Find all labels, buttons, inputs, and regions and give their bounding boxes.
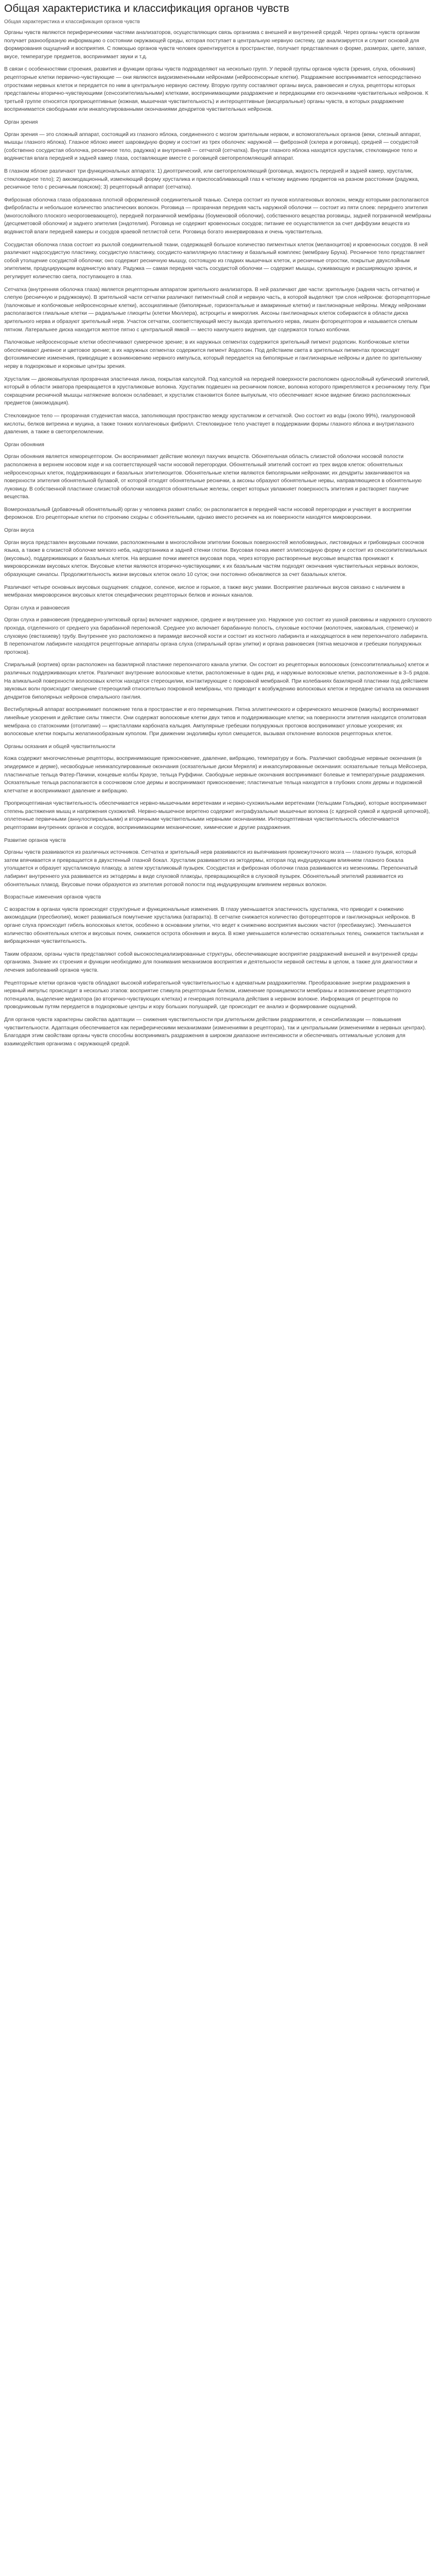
paragraph: Стекловидное тело — прозрачная студенистая масса, заполняющая пространство между хрусталиком и сетчаткой. Оно состоит из воды (около 99%), гиалуроновой кислоты, белков витреина и муцина, а также тонких коллагеновых фибрилл. Стекловидное тело участвует в поддержании формы глазного яблока и внутриглазного давления, а также в светопреломлении.: [4, 413, 415, 435]
paragraph: Кожа содержит многочисленные рецепторы, воспринимающие прикосновение, давление, вибрацию, температуру и боль. Различают свободные нервные окончания (в эпидермисе и дерме), несвободные неинкапсулированные окончания (осязательные диски Меркеля) и инкапсулированные окончания: осязательные тельца Мейсснера, пластинчатые тельца Фатер-Пачини, концевые колбы Краузе, тельца Руффини. Свободные нервные окончания воспринимают болевые и температурные раздражения. Осязательные тельца располагаются в сосочковом слое дермы и воспринимают прикосновение; пластинчатые тельца находятся в глубоких слоях дермы и подкожной клетчатке и воспринимают давление и вибрацию.: [4, 756, 428, 794]
paragraph: Сетчатка (внутренняя оболочка глаза) является рецепторным аппаратом зрительного анализатора. В ней различают две части: зрительную (задняя часть сетчатки) и слепую (ресничную и радужковую). В зрительной части сетчатки различают пигментный слой и нервную часть, в которой выделяют три слоя нейронов: фоторецепторные (палочковые и колбочковые нейросенсорные клетки), ассоциативные (биполярные, горизонтальные и амакринные клетки) и ганглионарные нейроны. Между нейронами располагаются глиальные клетки — радиальные глиоциты (клетки Мюллера), астроциты и микроглия. Аксоны ганглионарных клеток собираются в области диска зрительного нерва и образуют зрительный нерв. Участок сетчатки, соответствующий месту выхода зрительного нерва, лишен фоторецепторов и называется слепым пятном. Латеральнее диска находится желтое пятно с центральной ямкой — место наилучшего видения, где содержатся только колбочки.: [4, 286, 430, 333]
paragraph: С возрастом в органах чувств происходят структурные и функциональные изменения. В глазу уменьшается эластичность хрусталика, что приводит к снижению аккомодации (пресбиопия), может развиваться помутнение хрусталика (катаракта). В сетчатке снижается количество фоторецепторов и ганглионарных нейронов. В органе слуха происходит гибель волосковых клеток, особенно в основании улитки, что ведет к снижению восприятия высоких частот (пресбиакузис). Уменьшается количество обонятельных клеток и вкусовых почек, снижается острота обоняния и вкуса. В коже уменьшается количество осязательных телец, снижается тактильная и вибрационная чувствительность.: [4, 906, 424, 945]
page-subtitle: Общая характеристика и классификация органов чувств: [4, 19, 140, 25]
paragraph: Спиральный (кортиев) орган расположен на базилярной пластинке перепончатого канала улитки. Он состоит из рецепторных волосковых (сенсоэпителиальных) клеток и различных поддерживающих клеток. Различают внутренние волосковые клетки, расположенные в один ряд, и наружные волосковые клетки, расположенные в 3–5 рядов. На апикальной поверхности волосковых клеток находятся стереоцилии, контактирующие с покровной мембраной. При колебаниях базилярной пластинки под действием звуковых волн происходит смещение стереоцилий относительно покровной мембраны, что приводит к возбуждению волосковых клеток и передаче сигнала на окончания дендритов биполярных нейронов спирального ганглия.: [4, 662, 430, 700]
paragraph: Сосудистая оболочка глаза состоит из рыхлой соединительной ткани, содержащей большое количество пигментных клеток (меланоцитов) и кровеносных сосудов. В ней различают надсосудистую пластинку, сосудистую пластинку, сосудисто-капиллярную пластинку и базальный комплекс (мембрану Бруха). Ресничное тело представляет собой утолщение сосудистой оболочки; оно содержит ресничную мышцу, состоящую из гладких мышечных клеток, и ресничные отростки, покрытые двухслойным эпителием, продуцирующим водянистую влагу. Радужка — самая передняя часть сосудистой оболочки — содержит мышцы, суживающую и расширяющую зрачок, и регулирует количество света, поступающего в глаз.: [4, 242, 428, 280]
paragraph: Различают четыре основных вкусовых ощущения: сладкое, соленое, кислое и горькое, а также вкус умами. Восприятие различных вкусов связано с наличием в мембранах микроворсинок вкусовых клеток специфических рецепторных белков и ионных каналов.: [4, 584, 405, 599]
section-heading: Возрастные изменения органов чувств: [4, 894, 101, 901]
paragraph: В глазном яблоке различают три функциональных аппарата: 1) диоптрический, или светопреломляющий (роговица, жидкость передней и задней камер, хрусталик, стекловидное тело); 2) аккомодационный, изменяющий форму хрусталика и приспосабливающий глаз к четкому видению предметов на разном расстоянии (радужка, ресничное тело с ресничным пояском); 3) рецепторный аппарат (сетчатка).: [4, 168, 420, 191]
section-heading: Орган вкуса: [4, 528, 34, 534]
document-page: [0, 0, 436, 1048]
paragraph: Вестибулярный аппарат воспринимает положение тела в пространстве и его перемещения. Пятна эллиптического и сферического мешочков (макулы) воспринимают линейные ускорения и действие силы тяжести. Они содержат волосковые клетки двух типов и поддерживающие клетки; на поверхности эпителия находится отолитовая мембрана со статоконими (отолитами) — кристаллами карбоната кальция. Ампулярные гребешки полукружных протоков воспринимают угловые ускорения; их волосковые клетки покрыты желатинообразным куполом. При движении эндолимфы купол смещается, вызывая отклонение волосков рецепторных клеток.: [4, 707, 426, 737]
section-heading: Орган зрения: [4, 119, 38, 125]
paragraph: Органы чувств развиваются из различных источников. Сетчатка и зрительный нерв развиваются из выпячивания промежуточного мозга — глазного пузыря, который затем впячивается и превращается в двухстенный глазной бокал. Хрусталик развивается из эктодермы, которая под индуцирующим влиянием глазного бокала утолщается и образует хрусталиковую плакоду, а затем хрусталиковый пузырек. Сосудистая и фиброзная оболочки глаза развиваются из мезенхимы. Перепончатый лабиринт внутреннего уха развивается из эктодермы в виде слуховой плакоды, превращающейся в слуховой пузырек. Обонятельный эпителий развивается из обонятельных плакод. Вкусовые почки образуются из эпителия ротовой полости под индуцирующим влиянием нервных волокон.: [4, 850, 418, 888]
paragraph: Таким образом, органы чувств представляют собой высокоспециализированные структуры, обеспечивающие восприятие раздражений внешней и внутренней среды организма. Знание их строения и функции необходимо для понимания механизмов восприятия и деятельности нервной системы в целом, а также для диагностики и лечения заболеваний органов чувств.: [4, 951, 418, 973]
paragraph: Палочковые нейросенсорные клетки обеспечивают сумеречное зрение; в их наружных сегментах содержится зрительный пигмент родопсин. Колбочковые клетки обеспечивают дневное и цветовое зрение; в их наружных сегментах содержится пигмент йодопсин. Под действием света в зрительных пигментах происходят фотохимические изменения, приводящие к возникновению нервного импульса, который передается на биполярные и ганглионарные нейроны и далее по зрительному нерву в подкорковые и корковые центры зрения.: [4, 340, 422, 369]
paragraph: Орган обоняния является хеморецептором. Он воспринимает действие молекул пахучих веществ. Обонятельная область слизистой оболочки носовой полости расположена в верхнем носовом ходе и на соответствующей части носовой перегородки. Обонятельный эпителий состоит из трех видов клеток: обонятельных нейросенсорных клеток, поддерживающих и базальных эпителиоцитов. Обонятельные клетки являются биполярными нейронами; их дендриты заканчиваются на поверхности эпителия обонятельной булавой, от которой отходят обонятельные реснички, а аксоны образуют обонятельные нервы, направляющиеся в обонятельную луковицу. В собственной пластинке слизистой оболочки находятся обонятельные железы, секрет которых увлажняет поверхность эпителия и растворяет пахучие вещества.: [4, 454, 422, 500]
paragraph: Вомероназальный (добавочный обонятельный) орган у человека развит слабо; он располагается в передней части носовой перегородки и участвует в восприятии феромонов. Его рецепторные клетки по строению сходны с обонятельными, однако вместо ресничек на их поверхности находятся микроворсинки.: [4, 506, 411, 521]
paragraph: Для органов чувств характерны свойства адаптации — снижения чувствительности при длительном действии раздражителя, и сенсибилизации — повышения чувствительности. Адаптация обеспечивается как периферическими механизмами (изменениями в рецепторах), так и центральными (изменениями в нервных центрах). Благодаря этим свойствам органы чувств способны воспринимать раздражения в широком диапазоне интенсивности и обеспечивать оптимальные условия для взаимодействия организма с окружающей средой.: [4, 1016, 426, 1047]
paragraph: Орган слуха и равновесия (преддверно-улитковый орган) включает наружное, среднее и внутреннее ухо. Наружное ухо состоит из ушной раковины и наружного слухового прохода, отделенного от среднего уха барабанной перепонкой. Среднее ухо включает барабанную полость, слуховые косточки (молоточек, наковальня, стремечко) и слуховую (евстахиеву) трубу. Внутреннее ухо расположено в пирамиде височной кости и состоит из костного лабиринта и находящегося в нем перепончатого лабиринта. В перепончатом лабиринте находятся рецепторные аппараты органа слуха (спиральный орган улитки) и органа равновесия (пятна мешочков и гребешки полукружных протоков).: [4, 617, 432, 655]
article-body: [4, 29, 432, 1048]
paragraph: Орган вкуса представлен вкусовыми почками, расположенными в многослойном эпителии боковых поверхностей желобовидных, листовидных и грибовидных сосочков языка, а также в слизистой оболочке мягкого неба, надгортанника и задней стенки глотки. Вкусовая почка имеет эллипсоидную форму и состоит из сенсоэпителиальных (вкусовых), поддерживающих и базальных клеток. На вершине почки имеется вкусовая пора, через которую растворенные вкусовые вещества проникают к микроворсинкам вкусовых клеток. Вкусовые клетки являются вторично-чувствующими; к их базальным частям подходят окончания чувствительных нервных волокон, образующие синапсы. Продолжительность жизни вкусовых клеток около 10 суток; они постоянно обновляются за счет базальных клеток.: [4, 539, 427, 578]
paragraph: Рецепторные клетки органов чувств обладают высокой избирательной чувствительностью к адекватным раздражителям. Преобразование энергии раздражения в нервный импульс происходит в несколько этапов: восприятие стимула рецепторным белком, изменение проницаемости мембраны и возникновение рецепторного потенциала, выделение медиатора (во вторично-чувствующих клетках) и генерация потенциала действия в нервном волокне. Информация от рецепторов по проводниковым путям передается в подкорковые центры и кору больших полушарий, где происходит ее анализ и формирование ощущений.: [4, 980, 411, 1010]
paragraph: Органы чувств являются периферическими частями анализаторов, осуществляющих связь организма с внешней и внутренней средой. Через органы чувств организм получает разнообразную информацию о состоянии окружающей среды, которая поступает в центральную нервную систему, где анализируется и служит основой для формирования ощущений и восприятия. С помощью органов чувств человек ориентируется в пространстве, получает представления о форме, размерах, цвете, запахе, вкусе, температуре предметов, воспринимает звуки и т.д.: [4, 30, 426, 60]
paragraph: Фиброзная оболочка глаза образована плотной оформленной соединительной тканью. Склера состоит из пучков коллагеновых волокон, между которыми располагаются фибробласты и небольшое количество эластических волокон. Роговица — прозрачная передняя часть наружной оболочки — состоит из пяти слоев: переднего эпителия (многослойного плоского неороговевающего), передней пограничной мембраны (боуменовой оболочки), собственного вещества роговицы, задней пограничной мембраны (десцеметовой оболочки) и заднего эпителия (эндотелия). Роговица не содержит кровеносных сосудов; питание ее осуществляется за счет диффузии веществ из водянистой влаги передней камеры и сосудов краевой петлистой сети. Роговица богато иннервирована и очень чувствительна.: [4, 197, 431, 235]
section-heading: Орган обоняния: [4, 442, 44, 448]
paragraph: Хрусталик — двояковыпуклая прозрачная эластичная линза, покрытая капсулой. Под капсулой на передней поверхности расположен однослойный кубический эпителий, который в области экватора превращается в хрусталиковые волокна. Хрусталик подвешен на ресничном пояске, волокна которого прикрепляются к ресничному телу. При сокращении ресничной мышцы натяжение волокон ослабевает, и хрусталик становится более выпуклым, что обеспечивает ясное видение близко расположенных предметов (аккомодация).: [4, 376, 430, 406]
paragraph: Проприоцептивная чувствительность обеспечивается нервно-мышечными веретенами и нервно-сухожильными веретенами (тельцами Гольджи), которые воспринимают степень растяжения мышц и напряжения сухожилий. Нервно-мышечное веретено содержит интрафузальные мышечные волокна (с ядерной сумкой и ядерной цепочкой), оплетенные первичными (аннулоспиральными) и вторичными чувствительными нервными окончаниями. Интероцептивная чувствительность обеспечивается рецепторами внутренних органов и сосудов, воспринимающими механические, химические и другие раздражения.: [4, 801, 430, 831]
page-title: Общая характеристика и классификация органов чувств: [4, 3, 289, 14]
section-heading: Развитие органов чувств: [4, 837, 66, 843]
section-heading: Органы осязания и общей чувствительности: [4, 743, 115, 750]
section-heading: Орган слуха и равновесия: [4, 605, 70, 611]
paragraph: Орган зрения — это сложный аппарат, состоящий из глазного яблока, соединенного с мозгом зрительным нервом, и вспомогательных органов (веки, слезный аппарат, мышцы глазного яблока). Глазное яблоко имеет шаровидную форму и состоит из трех оболочек: наружной — фиброзной (склера и роговица), средней — сосудистой (собственно сосудистая оболочка, ресничное тело, радужка) и внутренней — сетчатой (сетчатка). Внутри глазного яблока находятся хрусталик, стекловидное тело и водянистая влага передней и задней камер глаза, составляющие вместе с роговицей светопреломляющий аппарат.: [4, 131, 421, 162]
paragraph: В связи с особенностями строения, развития и функции органы чувств подразделяют на несколько групп. У первой группы органов чувств (зрения, слуха, обоняния) рецепторные клетки первично-чувствующие — они являются видоизмененными нейронами (нейросенсорные клетки). Раздражение воспринимается непосредственно отростками нервных клеток и передается по ним в центральную нервную систему. Вторую группу составляют органы вкуса, равновесия и слуха, рецепторы которых представлены вторично-чувствующими (сенсоэпителиальными) клетками, воспринимающими раздражение и передающими его окончаниям чувствительных нейронов. К третьей группе относятся проприоцептивные (кожная, мышечная чувствительность) и интероцептивные (висцеральные) органы чувств, в которых раздражение воспринимается свободными или инкапсулированными окончаниями дендритов чувствительных нейронов.: [4, 66, 428, 113]
